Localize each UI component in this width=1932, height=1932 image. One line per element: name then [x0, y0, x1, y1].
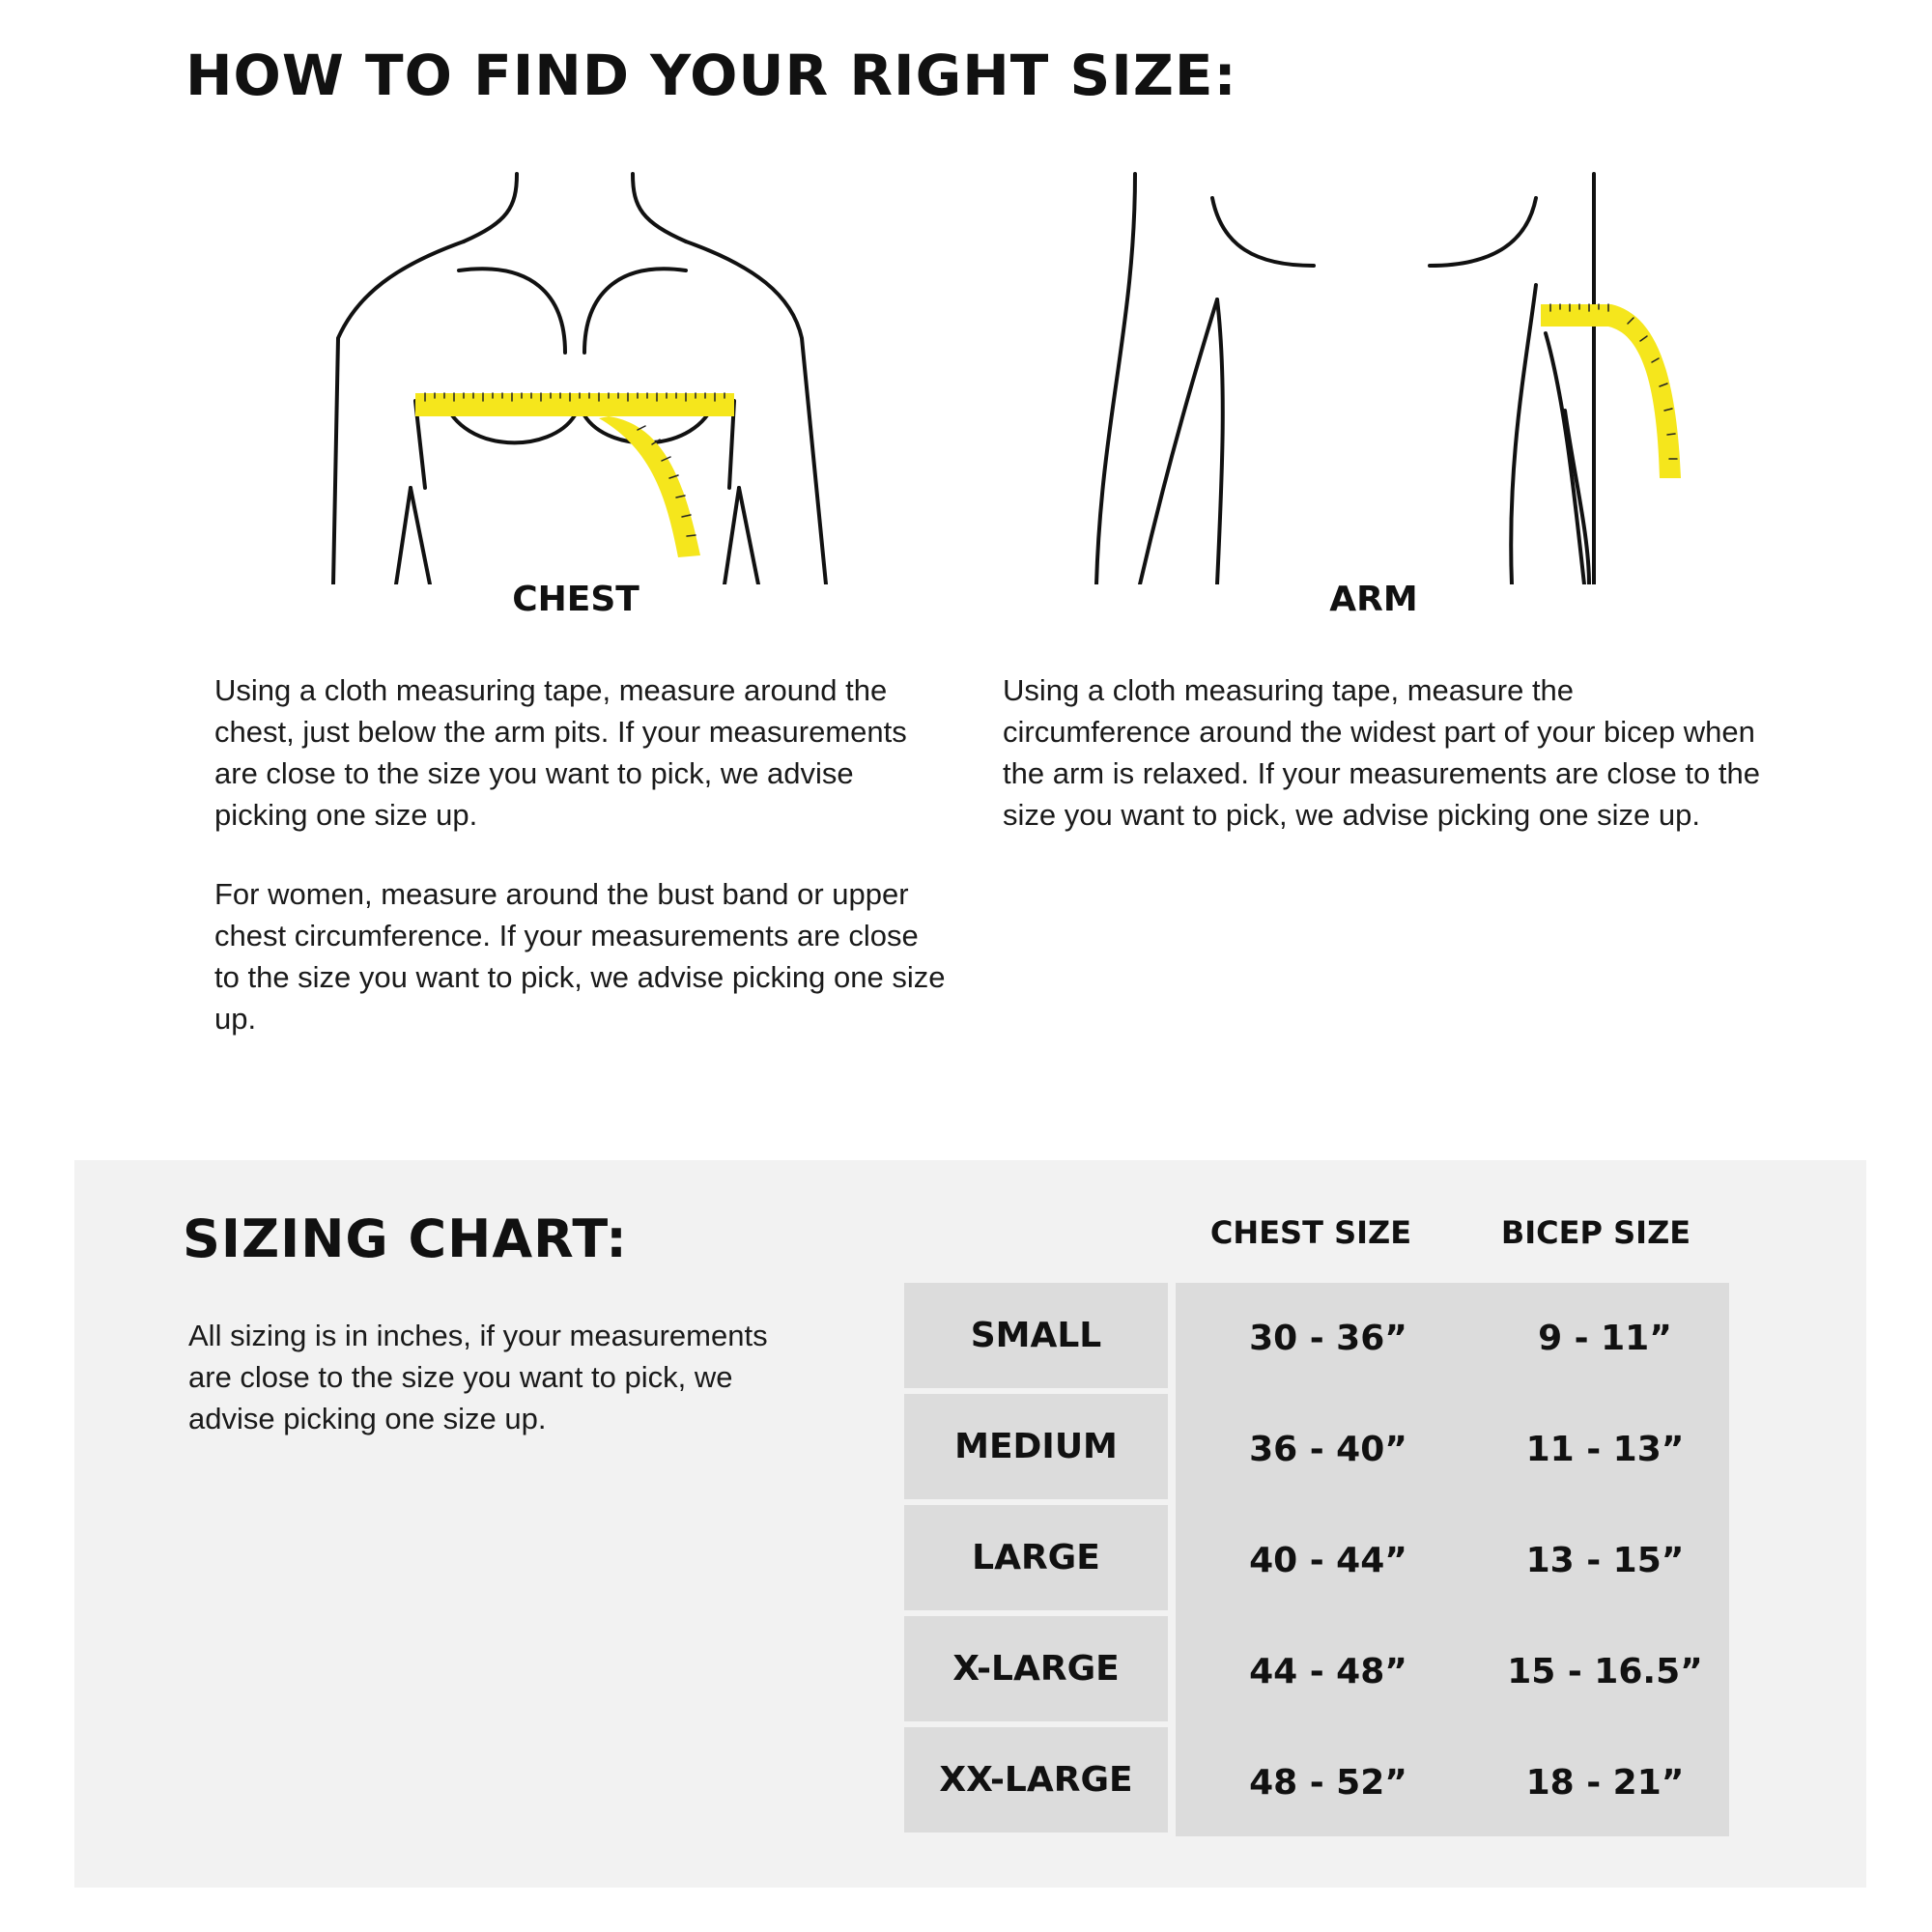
sizing-chart-note: All sizing is in inches, if your measurements are close to the size you want to pick, we advise picking one size up. [188, 1319, 768, 1435]
size-values-table [1176, 1283, 1729, 1836]
neck-right-line [1430, 198, 1536, 266]
chest-women-instructions: For women, measure around the bust band or upper chest circumference. If your measurements are close to the size you want to pick, we advise picking one size up. [214, 877, 946, 1036]
neck-left-line [464, 174, 517, 242]
arm-inner-left-line [396, 488, 411, 584]
bicep-size-value: 9 - 11” [1538, 1319, 1672, 1358]
size-column [904, 1283, 1168, 1838]
chest-size-value: 44 - 48” [1249, 1652, 1407, 1691]
collarbone-left-line [459, 269, 565, 353]
table-row [1176, 1283, 1729, 1394]
chest-instructions: Using a cloth measuring tape, measure around the chest, just below the arm pits. If your measurements are close to the size you want to pick, we advise picking one size up. [214, 673, 907, 832]
chest-measurement-illustration [319, 169, 840, 584]
body-outer-left-line [1096, 174, 1135, 584]
torso-right-line [1511, 285, 1536, 584]
bicep-size-value: 18 - 21” [1525, 1763, 1685, 1803]
collarbone-right-line [584, 269, 686, 353]
neck-right-line [633, 174, 686, 242]
torso-left-line [1217, 299, 1223, 584]
arm-inner-left2-line [411, 488, 430, 584]
bicep-size-value: 15 - 16.5” [1507, 1652, 1703, 1691]
sizing-chart-panel [74, 1160, 1866, 1888]
page-title: HOW TO FIND YOUR RIGHT SIZE: [185, 43, 1237, 108]
chest-size-value: 36 - 40” [1249, 1430, 1407, 1469]
table-row [1176, 1616, 1729, 1727]
size-cell-medium: MEDIUM [904, 1394, 1168, 1499]
arm-instructions: Using a cloth measuring tape, measure the circumference around the widest part of your bicep when the arm is relaxed. If your measurements are close to the size you want to pick, we advise picking one size up. [1003, 673, 1760, 832]
arm-mid-line [1565, 411, 1589, 584]
bicep-size-value: 11 - 13” [1525, 1430, 1685, 1469]
size-cell-small: SMALL [904, 1283, 1168, 1388]
chest-size-value: 48 - 52” [1249, 1763, 1407, 1803]
chest-size-value: 30 - 36” [1249, 1319, 1407, 1358]
bicep-size-value: 13 - 15” [1525, 1541, 1685, 1580]
arm-caption: ARM [1329, 580, 1418, 619]
arm-inner-right-line [1546, 333, 1584, 584]
chest-size-value: 40 - 44” [1249, 1541, 1407, 1580]
table-row [1176, 1727, 1729, 1838]
table-row [1176, 1394, 1729, 1505]
arm-inner-right-line [739, 488, 758, 584]
sizing-chart-title: SIZING CHART: [183, 1208, 628, 1269]
bicep-tape-icon [1541, 304, 1681, 478]
armpit-left-line [1140, 299, 1217, 584]
neck-left-line [1212, 198, 1314, 266]
arm-measurement-illustration [1082, 169, 1719, 584]
chest-caption: CHEST [512, 580, 639, 619]
size-cell-large: LARGE [904, 1505, 1168, 1610]
arm-inner-right2-line [724, 488, 739, 584]
size-cell-x-large: X-LARGE [904, 1616, 1168, 1721]
table-row [1176, 1505, 1729, 1616]
column-header-chest: CHEST SIZE [1209, 1214, 1412, 1251]
column-header-bicep: BICEP SIZE [1500, 1214, 1691, 1251]
size-cell-xx-large: XX-LARGE [904, 1727, 1168, 1833]
